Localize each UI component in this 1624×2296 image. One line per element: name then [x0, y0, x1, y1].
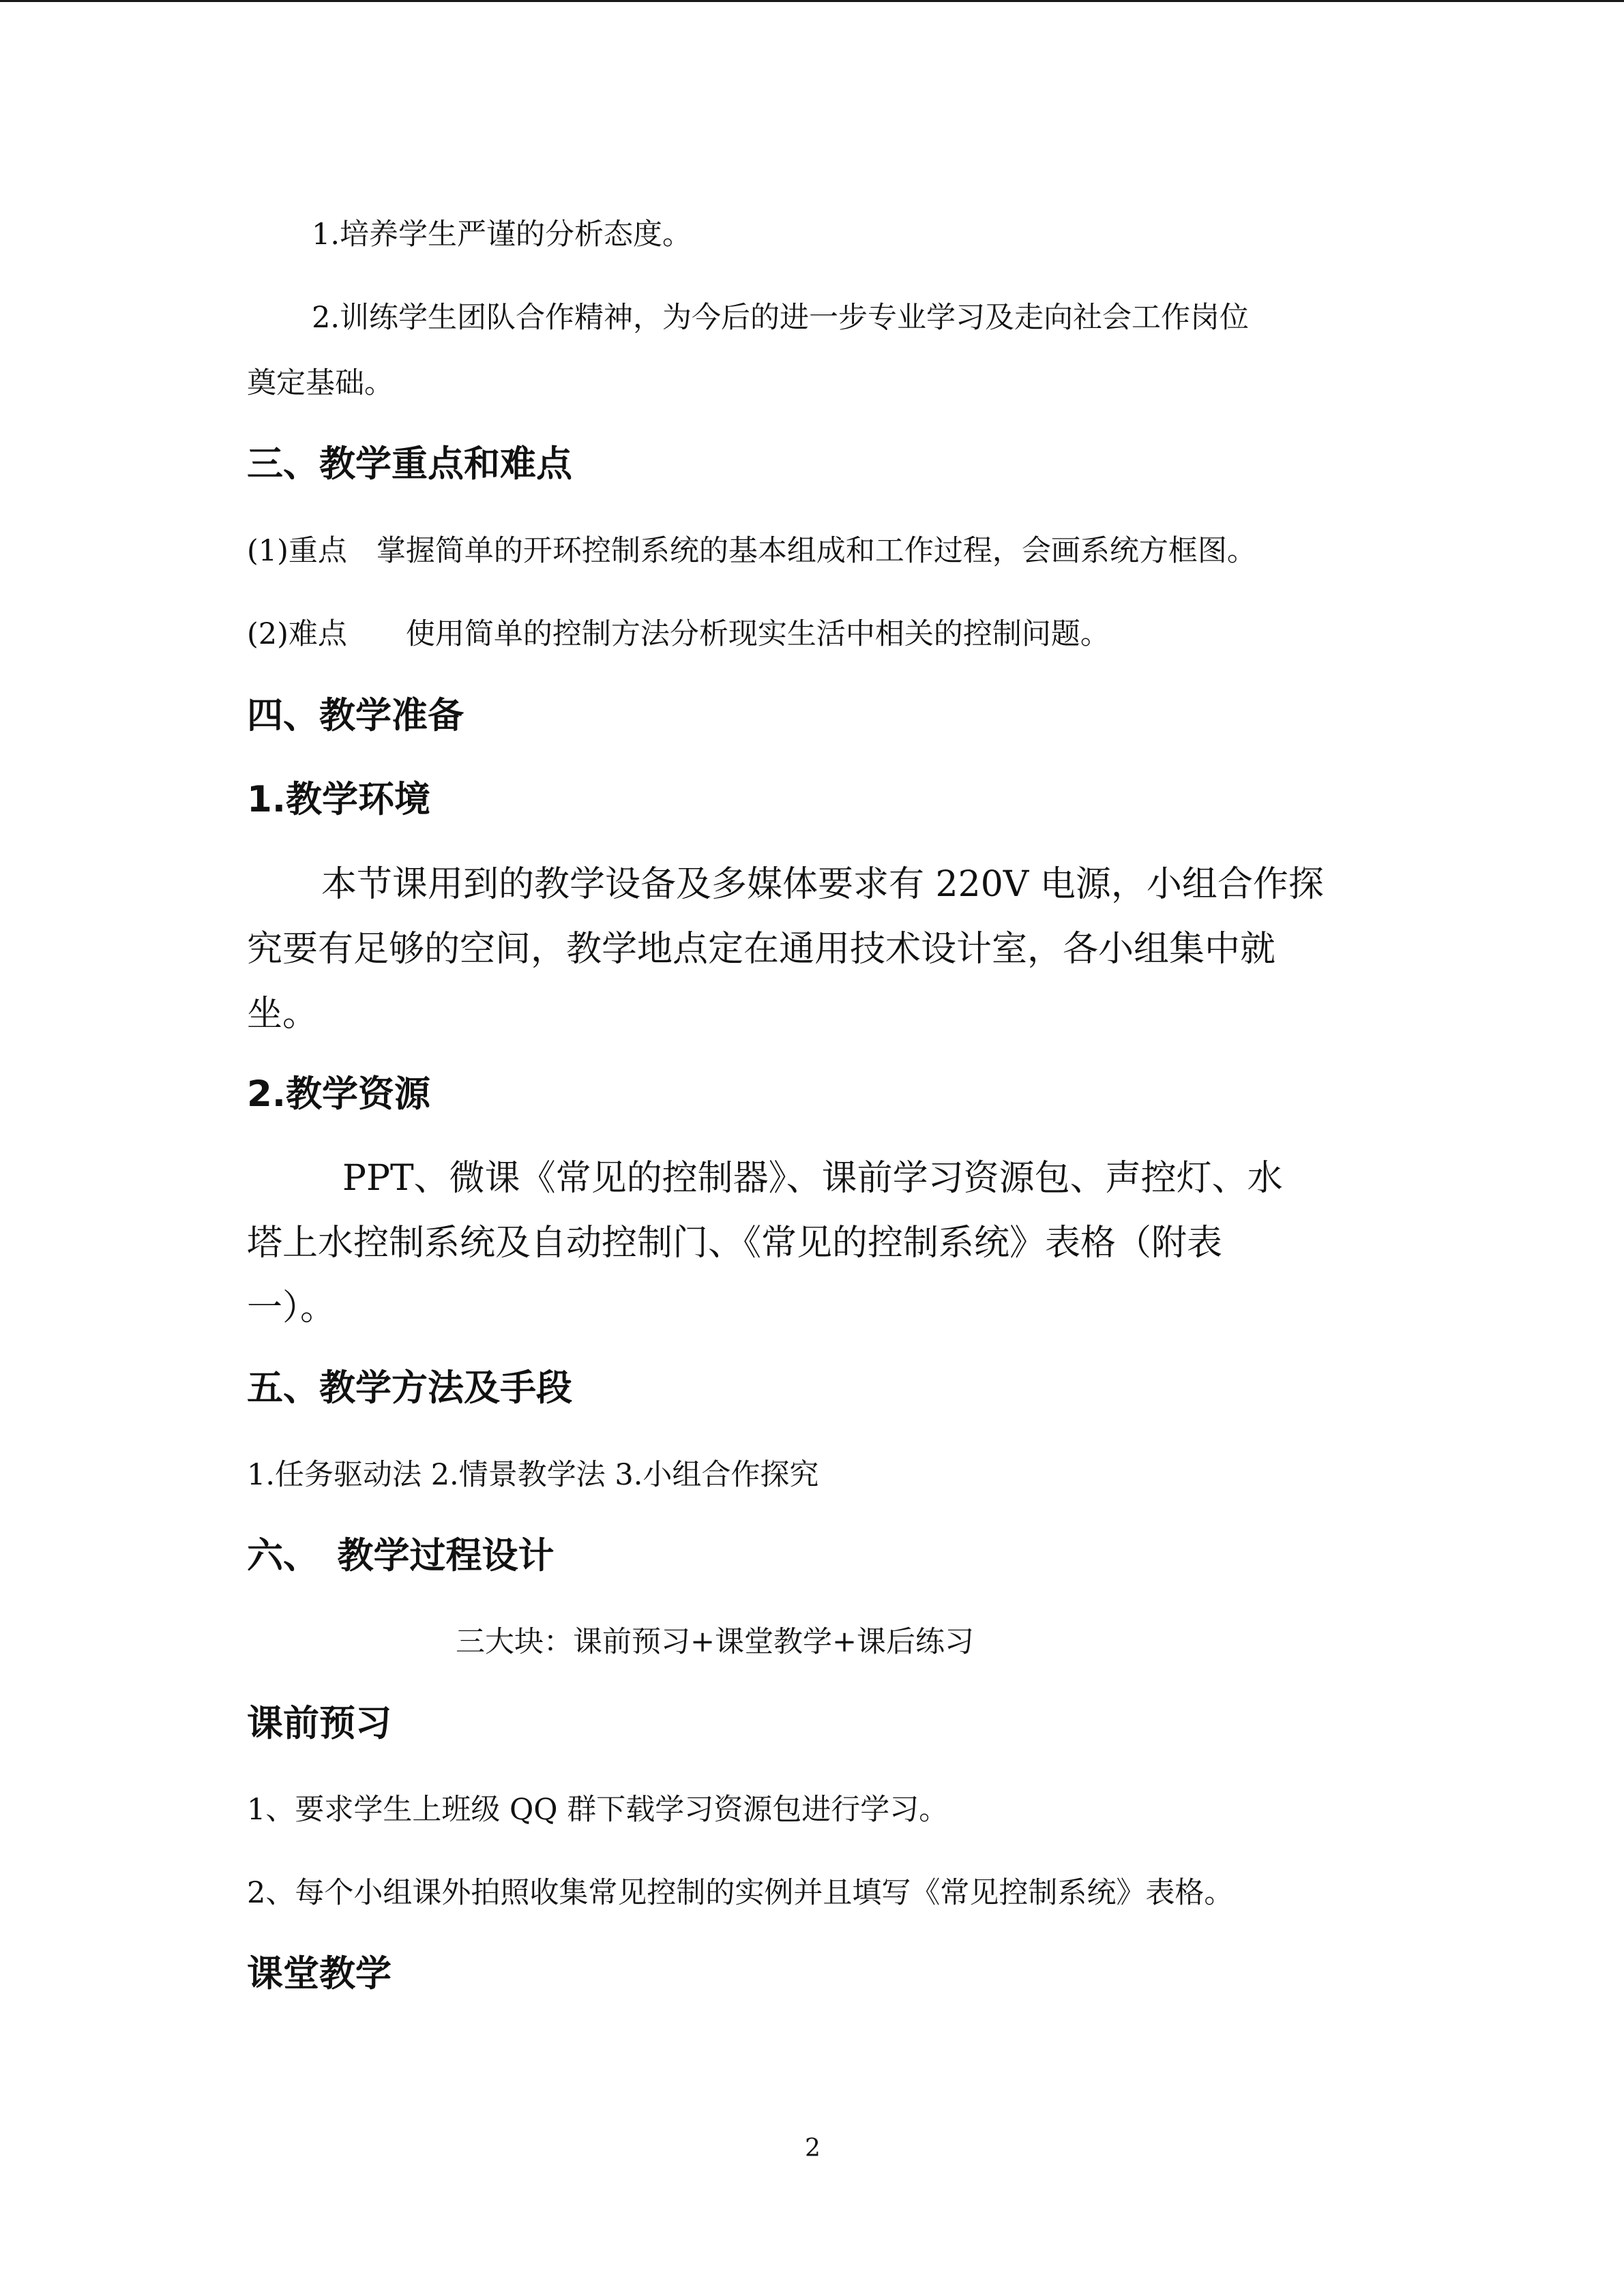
resources-line-1: PPT、微课《常见的控制器》、课前学习资源包、声控灯、水: [342, 1158, 1283, 1199]
classroom-teaching-heading: 课堂教学: [247, 1953, 392, 1995]
teaching-environment-heading: 1.教学环境: [247, 779, 431, 820]
goal-item-2-line-1: 2.训练学生团队合作精神，为今后的进一步专业学习及走向社会工作岗位: [312, 301, 1250, 335]
key-point: (1)重点 掌握简单的开环控制系统的基本组成和工作过程，会画系统方框图。: [247, 534, 1256, 568]
goal-item-2-line-2: 奠定基础。: [247, 366, 394, 400]
preview-item-2: 2、每个小组课外拍照收集常见控制的实例并且填写《常见控制系统》表格。: [247, 1876, 1234, 1910]
teaching-methods: 1.任务驱动法 2.情景教学法 3.小组合作探究: [247, 1458, 819, 1492]
environment-line-1: 本节课用到的教学设备及多媒体要求有 220V 电源，小组合作探: [321, 864, 1324, 905]
process-summary: 三大块：课前预习+课堂教学+课后练习: [456, 1625, 975, 1659]
page-top-border: [0, 0, 1624, 2]
resources-line-3: 一）。: [247, 1287, 336, 1328]
preview-item-1: 1、要求学生上班级 QQ 群下载学习资源包进行学习。: [247, 1793, 949, 1827]
teaching-resources-heading: 2.教学资源: [247, 1073, 431, 1115]
preview-heading: 课前预习: [247, 1703, 392, 1744]
page-number: 2: [805, 2134, 821, 2162]
section-5-heading: 五、教学方法及手段: [247, 1367, 572, 1409]
environment-line-3: 坐。: [247, 994, 319, 1034]
environment-line-2: 究要有足够的空间，教学地点定在通用技术设计室，各小组集中就: [247, 929, 1276, 970]
difficult-point: (2)难点 使用简单的控制方法分析现实生活中相关的控制问题。: [247, 617, 1110, 651]
section-3-heading: 三、教学重点和难点: [247, 443, 572, 485]
goal-item-1: 1.培养学生严谨的分析态度。: [312, 218, 692, 252]
section-6-heading: 六、 教学过程设计: [247, 1535, 555, 1577]
resources-line-2: 塔上水控制系统及自动控制门、《常见的控制系统》表格（附表: [247, 1223, 1223, 1264]
section-4-heading: 四、教学准备: [247, 695, 464, 736]
